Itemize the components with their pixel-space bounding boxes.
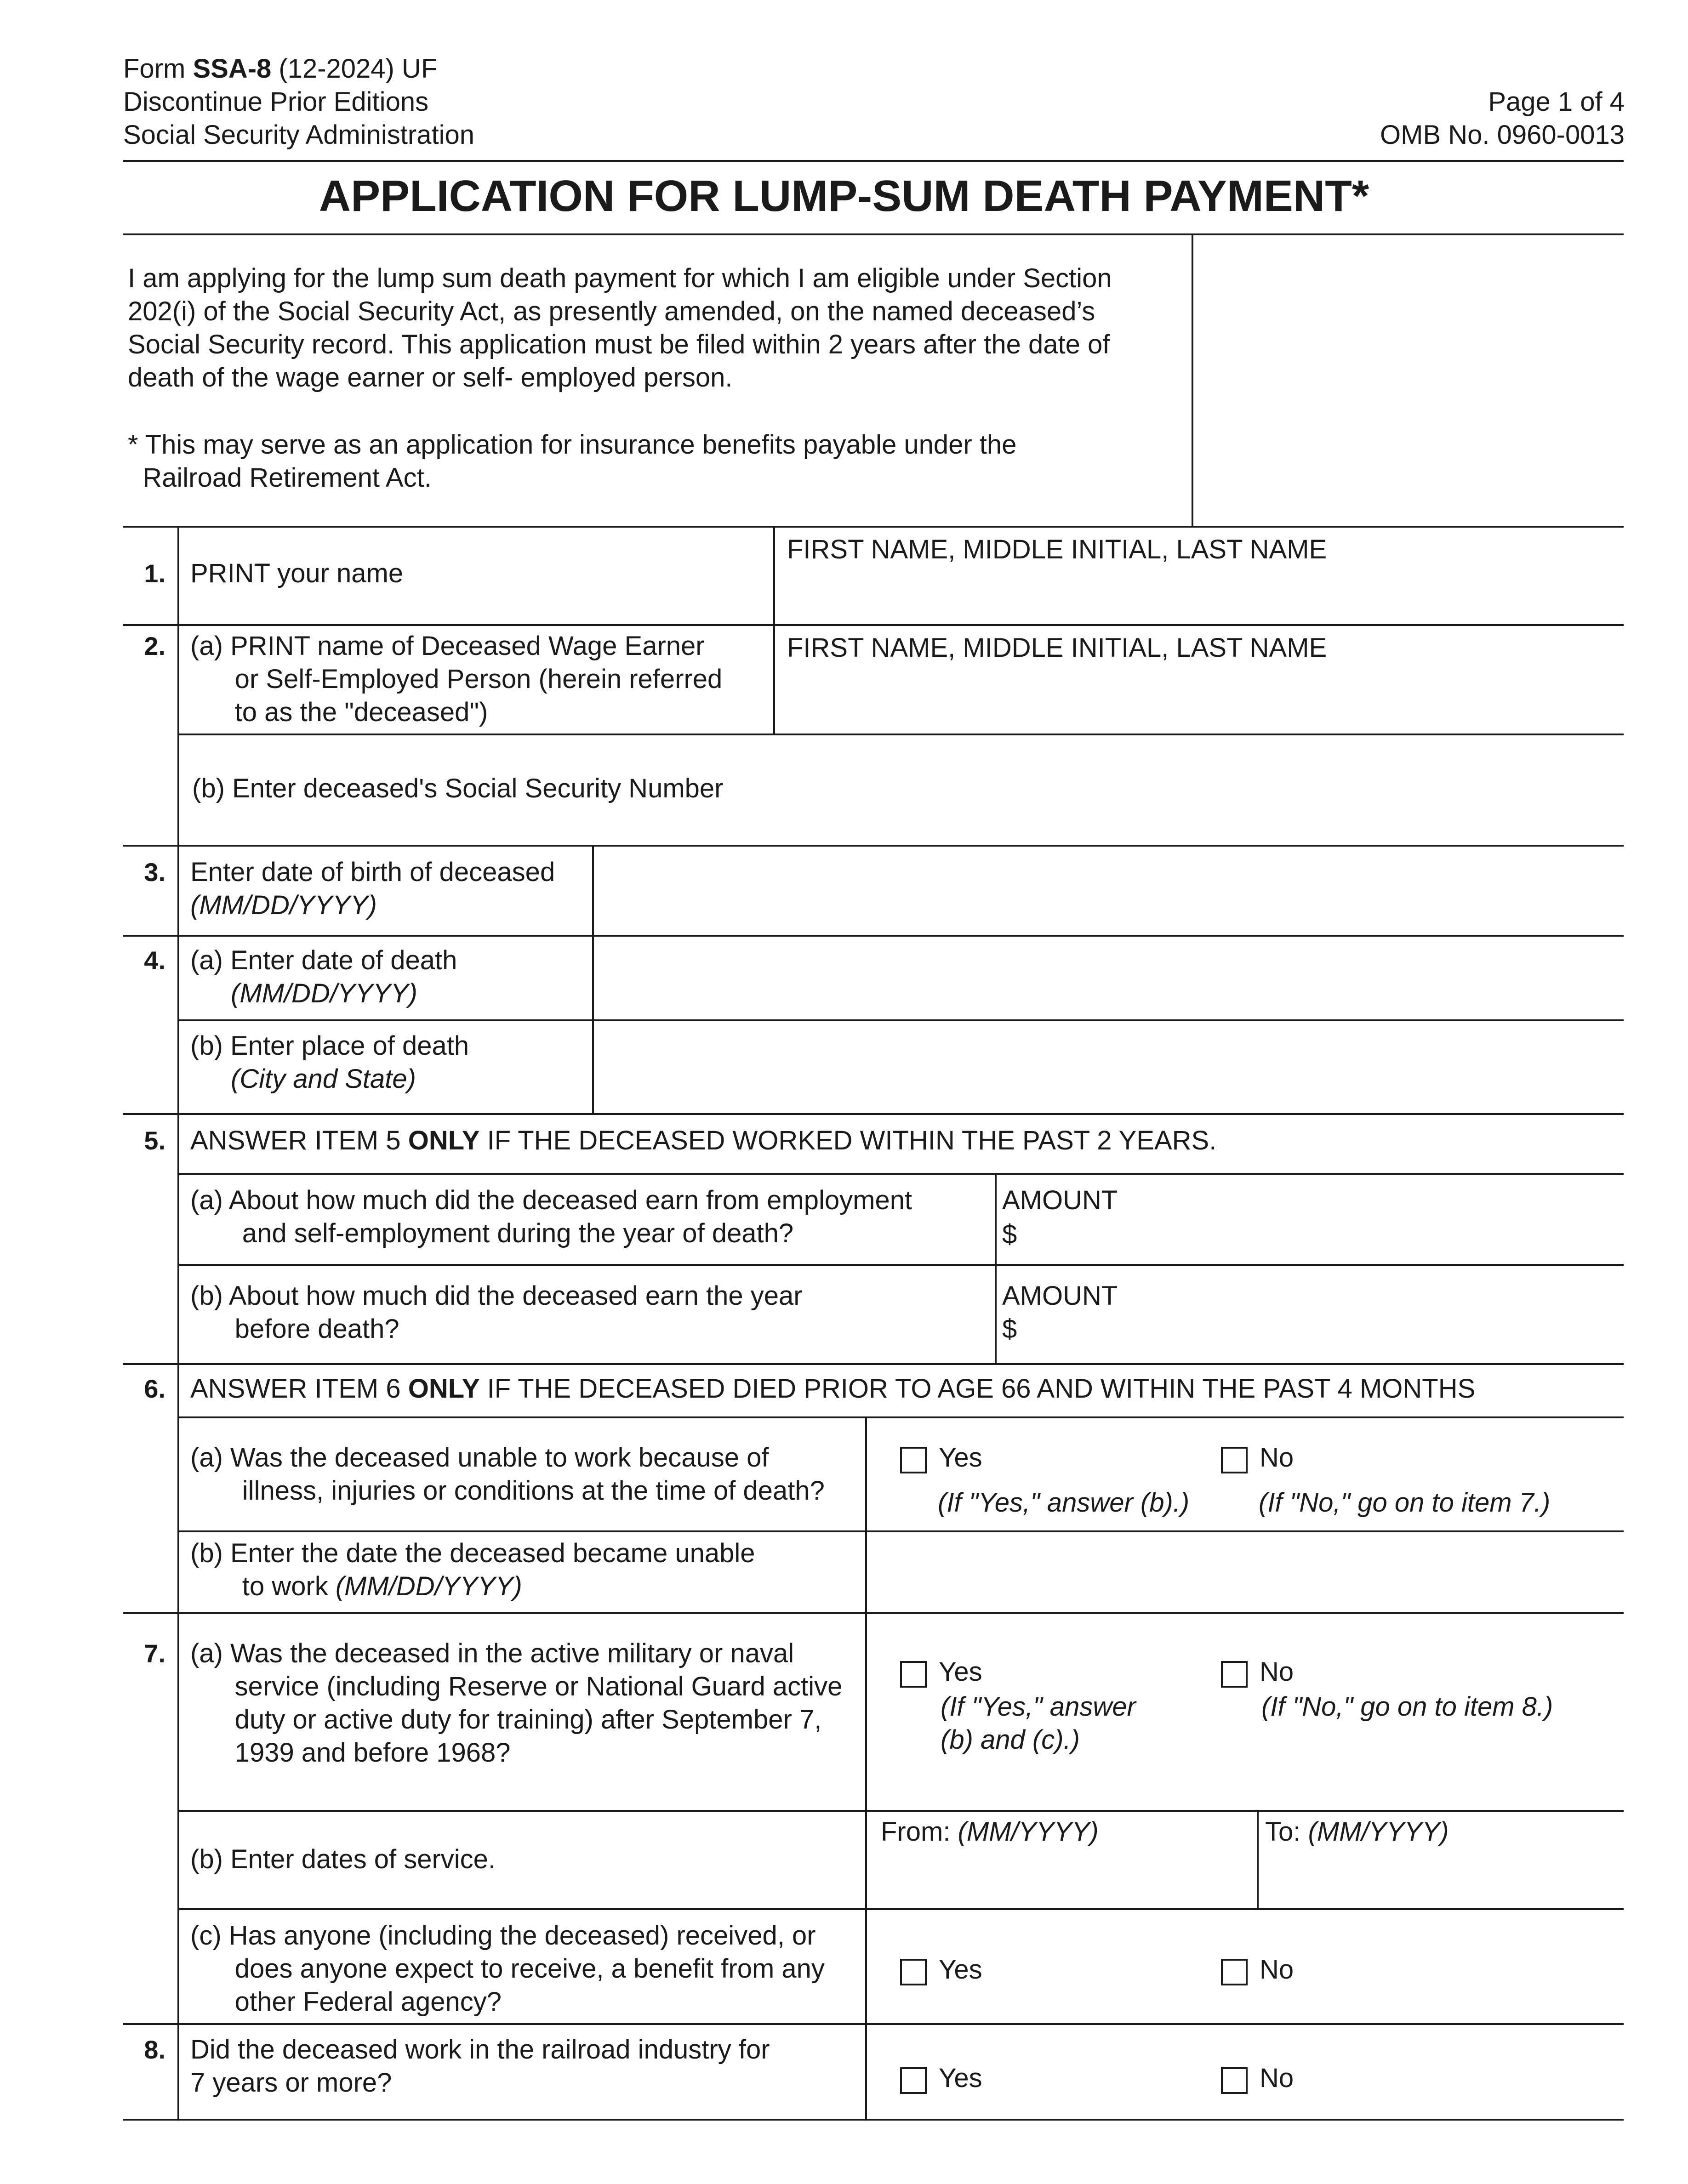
- earnings-year-before-field[interactable]: [1022, 1313, 1620, 1361]
- death-date-field[interactable]: [596, 938, 1623, 1018]
- birth-date-field[interactable]: [596, 847, 1623, 933]
- header-rule: [123, 160, 1624, 162]
- item3-hint: (MM/DD/YYYY): [190, 890, 377, 920]
- item7a-yes-hint: (If "Yes," answer: [941, 1692, 1136, 1722]
- item8-yes-checkbox[interactable]: [900, 2067, 927, 2094]
- intro-note: * This may serve as an application for insurance benefits payable under the: [128, 430, 1017, 460]
- item-number: 4.: [144, 946, 165, 975]
- omb-number: OMB No. 0960-0013: [1380, 120, 1625, 150]
- intro-note: Railroad Retirement Act.: [128, 463, 432, 493]
- item7c-no-checkbox[interactable]: [1221, 1959, 1248, 1985]
- item6a-label: illness, injuries or conditions at the time of death?: [190, 1476, 825, 1506]
- item5b-label: before death?: [190, 1314, 399, 1344]
- row-rule: [177, 1416, 1624, 1418]
- item-number: 6.: [144, 1374, 165, 1403]
- table-bottom-rule: [123, 2119, 1624, 2121]
- intro-line: 202(i) of the Social Security Act, as presently amended, on the named deceased’s: [128, 296, 1095, 326]
- item2b-label: (b) Enter deceased's Social Security Number: [192, 774, 724, 803]
- title-rule: [123, 233, 1624, 235]
- row-rule: [123, 935, 1624, 937]
- row-rule: [177, 734, 1624, 735]
- item7c-label: does anyone expect to receive, a benefit from any: [190, 1954, 825, 1984]
- item7b-label: (b) Enter dates of service.: [190, 1844, 496, 1874]
- item8-label: 7 years or more?: [190, 2068, 392, 2098]
- item7a-yes-checkbox[interactable]: [900, 1661, 927, 1688]
- item2-field-label: FIRST NAME, MIDDLE INITIAL, LAST NAME: [787, 633, 1327, 663]
- item7a-yes-hint: (b) and (c).): [941, 1725, 1080, 1755]
- service-to-label: To: (MM/YYYY): [1265, 1817, 1449, 1847]
- item-number: 8.: [144, 2035, 165, 2064]
- dollar-sign: $: [1002, 1219, 1017, 1249]
- row-rule: [177, 1264, 1624, 1266]
- number-column-rule: [177, 526, 179, 2121]
- item6b-label: to work (MM/DD/YYYY): [190, 1571, 522, 1601]
- amount-label: AMOUNT: [1002, 1185, 1118, 1215]
- item4b-label: (b) Enter place of death: [190, 1031, 469, 1061]
- item-number: 2.: [144, 631, 165, 660]
- item7c-no-label: No: [1260, 1955, 1294, 1985]
- item5a-label: (a) About how much did the deceased earn from employment: [190, 1185, 912, 1215]
- item4a-hint: (MM/DD/YYYY): [231, 978, 417, 1008]
- earnings-year-of-death-field[interactable]: [1022, 1218, 1620, 1262]
- row-rule: [177, 1019, 1624, 1021]
- item-number: 1.: [144, 559, 165, 588]
- item7a-label: service (including Reserve or National Guard active: [190, 1672, 843, 1701]
- dollar-sign: $: [1002, 1314, 1017, 1344]
- row-rule: [177, 1908, 1624, 1910]
- form-title: APPLICATION FOR LUMP-SUM DEATH PAYMENT*: [319, 171, 1369, 221]
- item6a-no-checkbox[interactable]: [1221, 1447, 1248, 1473]
- service-from-label: From: (MM/YYYY): [881, 1817, 1099, 1847]
- unable-to-work-date-field[interactable]: [869, 1533, 1623, 1611]
- item3-divider: [592, 845, 594, 1114]
- item7a-label: 1939 and before 1968?: [190, 1738, 511, 1768]
- item7a-no-checkbox[interactable]: [1221, 1661, 1248, 1688]
- item5b-label: (b) About how much did the deceased earn the year: [190, 1281, 803, 1311]
- item7a-yes-label: Yes: [939, 1657, 982, 1687]
- item1-divider: [773, 526, 775, 625]
- item4a-label: (a) Enter date of death: [190, 945, 457, 975]
- item7c-yes-label: Yes: [939, 1955, 982, 1985]
- item7a-no-label: No: [1260, 1657, 1294, 1687]
- row-rule: [123, 624, 1624, 626]
- row-rule: [177, 1173, 1624, 1175]
- item8-yes-label: Yes: [939, 2063, 982, 2093]
- item7b-divider: [1257, 1810, 1259, 1908]
- item1-field-label: FIRST NAME, MIDDLE INITIAL, LAST NAME: [787, 535, 1327, 564]
- item7a-label: (a) Was the deceased in the active military or naval: [190, 1638, 794, 1668]
- item5a-label: and self-employment during the year of death?: [190, 1218, 794, 1248]
- row-rule: [123, 1363, 1624, 1365]
- item7a-label: duty or active duty for training) after September 7,: [190, 1705, 822, 1735]
- item5-instruction: ANSWER ITEM 5 ONLY IF THE DECEASED WORKED WITHIN THE PAST 2 YEARS.: [190, 1126, 1217, 1155]
- item2a-label: or Self-Employed Person (herein referred: [190, 664, 723, 694]
- row-rule: [123, 2023, 1624, 2025]
- item6a-no-hint: (If "No," go on to item 7.): [1259, 1488, 1551, 1518]
- deceased-name-field[interactable]: [777, 666, 1623, 733]
- item7c-label: other Federal agency?: [190, 1987, 502, 2017]
- intro-line: Social Security record. This application must be filed within 2 years after the date of: [128, 330, 1110, 359]
- row-rule: [177, 1530, 1624, 1532]
- row-rule: [123, 845, 1624, 847]
- row-rule: [123, 1113, 1624, 1115]
- item1-label: PRINT your name: [190, 558, 404, 588]
- item2a-label: (a) PRINT name of Deceased Wage Earner: [190, 631, 705, 661]
- form-number: Form SSA-8 (12-2024) UF: [123, 54, 438, 84]
- agency-name: Social Security Administration: [123, 120, 474, 150]
- item4b-hint: (City and State): [231, 1064, 416, 1094]
- item7c-yes-checkbox[interactable]: [900, 1959, 927, 1985]
- service-from-field[interactable]: [869, 1849, 1255, 1906]
- row-rule: [123, 1612, 1624, 1614]
- intro-line: death of the wage earner or self- employed person.: [128, 363, 733, 392]
- item7c-label: (c) Has anyone (including the deceased) received, or: [190, 1921, 816, 1951]
- item6a-label: (a) Was the deceased unable to work because of: [190, 1443, 769, 1473]
- row-rule: [177, 1810, 1624, 1812]
- item6a-no-label: No: [1260, 1443, 1294, 1473]
- service-to-field[interactable]: [1260, 1849, 1623, 1906]
- item6-instruction: ANSWER ITEM 6 ONLY IF THE DECEASED DIED PRIOR TO AGE 66 AND WITHIN THE PAST 4 MONTHS: [190, 1374, 1476, 1404]
- item6a-yes-hint: (If "Yes," answer (b).): [938, 1488, 1190, 1518]
- item5-divider: [995, 1173, 997, 1364]
- death-place-field[interactable]: [596, 1022, 1623, 1112]
- intro-divider: [1192, 233, 1193, 527]
- intro-line: I am applying for the lump sum death payment for which I am eligible under Section: [128, 263, 1112, 293]
- item-number: 7.: [144, 1639, 165, 1668]
- item2a-label: to as the "deceased"): [190, 697, 488, 727]
- item8-no-label: No: [1260, 2063, 1294, 2093]
- item8-no-checkbox[interactable]: [1221, 2067, 1248, 2094]
- deceased-ssn-field[interactable]: [781, 737, 1623, 843]
- item-number: 3.: [144, 858, 165, 887]
- item-number: 5.: [144, 1126, 165, 1155]
- amount-label: AMOUNT: [1002, 1281, 1118, 1311]
- discontinue-notice: Discontinue Prior Editions: [123, 87, 429, 117]
- your-name-field[interactable]: [777, 567, 1623, 622]
- table-top-rule: [123, 526, 1624, 528]
- item8-label: Did the deceased work in the railroad industry for: [190, 2035, 770, 2065]
- item2-divider: [773, 624, 775, 734]
- item3-label: Enter date of birth of deceased: [190, 857, 555, 887]
- item6b-label: (b) Enter the date the deceased became unable: [190, 1538, 755, 1568]
- item6a-yes-label: Yes: [939, 1443, 982, 1473]
- item6-divider: [865, 1416, 867, 2119]
- page-number: Page 1 of 4: [1488, 87, 1625, 117]
- item7a-no-hint: (If "No," go on to item 8.): [1261, 1692, 1553, 1722]
- item6a-yes-checkbox[interactable]: [900, 1447, 927, 1473]
